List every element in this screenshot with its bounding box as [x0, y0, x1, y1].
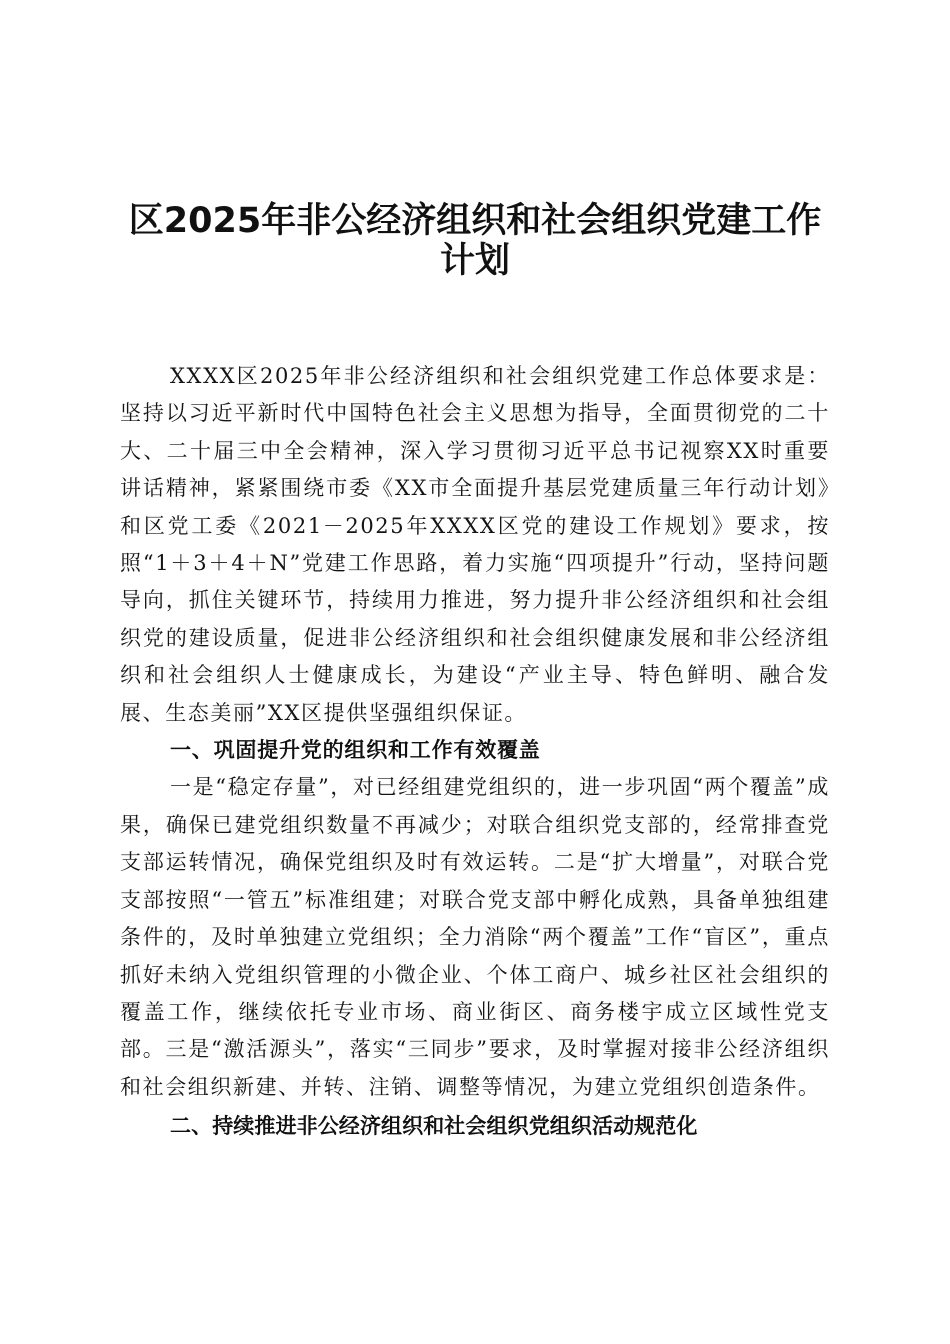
- section-1-paragraph: 一是“稳定存量”，对已经组建党组织的，进一步巩固“两个覆盖”成果，确保已建党组织数量不再减少；对联合组织党支部的，经常排查党支部运转情况，确保党组织及时有效运转。二是“扩大增量”，对联合党支部按照“一管五”标准组建；对联合党支部中孵化成熟，具备单独组建条件的，及时单独建立党组织；全力消除“两个覆盖”工作“盲区”，重点抓好未纳入党组织管理的小微企业、个体工商户、城乡社区社会组织的覆盖工作，继续依托专业市场、商业街区、商务楼宇成立区域性党支部。三是“激活源头”，落实“三同步”要求，及时掌握对接非公经济组织和社会组织新建、并转、注销、调整等情况，为建立党组织创造条件。: [120, 775, 830, 1099]
- document-title-line-1: 区2025年非公经济组织和社会组织党建工作: [128, 201, 822, 241]
- section-2-heading: 二、持续推进非公经济组织和社会组织党组织活动规范化: [170, 1114, 698, 1139]
- intro-paragraph: XXXX区2025年非公经济组织和社会组织党建工作总体要求是：坚持以习近平新时代中国特色社会主义思想为指导，全面贯彻党的二十大、二十届三中全会精神，深入学习贯彻习近平总书记视察XX时重要讲话精神，紧紧围绕市委《XX市全面提升基层党建质量三年行动计划》和区党工委《2021－2025年XXXX区党的建设工作规划》要求，按照“1＋3＋4＋N”党建工作思路，着力实施“四项提升”行动，坚持问题导向，抓住关键环节，持续用力推进，努力提升非公经济组织和社会组织党的建设质量，促进非公经济组织和社会组织健康发展和非公经济组织和社会组织人士健康成长，为建设“产业主导、特色鲜明、融合发展、生态美丽”XX区提供坚强组织保证。: [120, 364, 830, 725]
- section-1-heading: 一、巩固提升党的组织和工作有效覆盖: [170, 738, 541, 763]
- document-title-line-2: 计划: [439, 241, 510, 281]
- document-body: [120, 358, 830, 1146]
